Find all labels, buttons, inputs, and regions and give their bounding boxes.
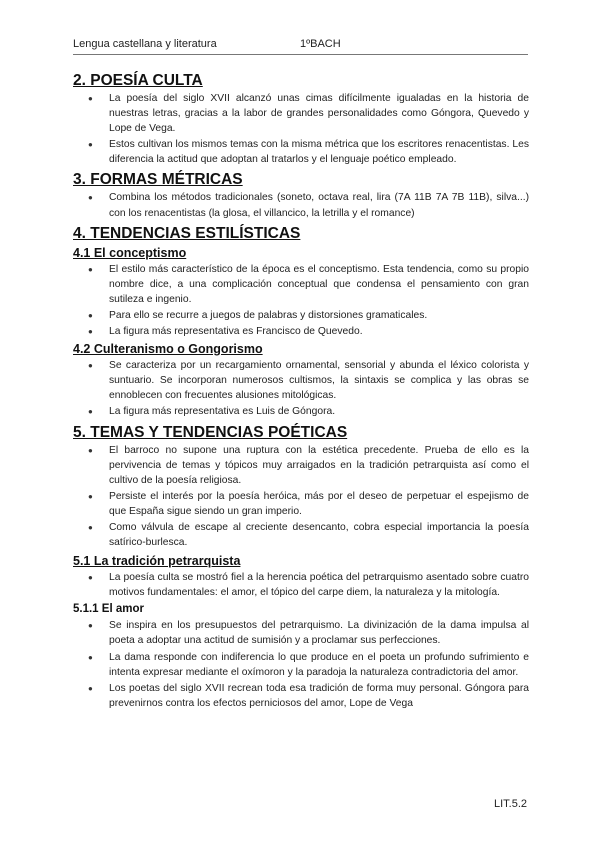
- list-item: ● Estos cultivan los mismos temas con la misma métrica que los escritores renacentistas. Les diferencia la actitud que adoptan al tratarlos y el lenguaje poético empleado.: [73, 137, 529, 167]
- list-item: ● Los poetas del siglo XVII recrean toda esa tradición de forma muy personal. Góngora para prevenirnos contra los efectos perniciosos del amor, Lope de Vega: [73, 681, 529, 711]
- list-item: ● Se caracteriza por un recargamiento ornamental, sensorial y abunda el léxico colorista y suntuario. Se incorporan numerosos cultismos, la sintaxis se complica y las obras se ennoblecen con frecuentes alusiones mitológicas.: [73, 358, 529, 403]
- list-item: ● La figura más representativa es Francisco de Quevedo.: [73, 324, 529, 339]
- section-3-list: [73, 190, 529, 220]
- subsection-5-1-1-list: [73, 618, 529, 711]
- list-item: ● La poesía culta se mostró fiel a la herencia poética del petrarquismo asentado sobre cuatro motivos fundamentales: el amor, el tópico del carpe diem, la naturaleza y la mitología.: [73, 570, 529, 600]
- list-item: ● Se inspira en los presupuestos del petrarquismo. La divinización de la dama impulsa al poeta a adoptar una actitud de sumisión y a proclamar sus perfecciones.: [73, 618, 529, 648]
- subsection-5-1-list: [73, 570, 529, 600]
- subsection-4-2-heading: 4.2 Culteranismo o Gongorismo: [73, 342, 263, 357]
- list-item: ● Combina los métodos tradicionales (soneto, octava real, lira (7A 11B 7A 7B 11B), silva...) con los renacentistas (la glosa, el villancico, la letrilla y el romance): [73, 190, 529, 220]
- page-header: [73, 34, 528, 55]
- page-number: LIT.5.2: [493, 798, 527, 810]
- section-3-heading: 3. FORMAS MÉTRICAS: [73, 171, 243, 189]
- subsection-5-1-heading: 5.1 La tradición petrarquista: [73, 554, 241, 569]
- section-4-heading: 4. TENDENCIAS ESTILÍSTICAS: [73, 224, 301, 242]
- subsection-4-1-list: [73, 262, 529, 339]
- section-5-list: [73, 443, 529, 551]
- list-item: ● El barroco no supone una ruptura con la estética precedente. Prueba de ello es la pervivencia de temas y tópicos muy arraigados en la tradición petrarquista así como el cultivo de la poesía religiosa.: [73, 443, 529, 488]
- list-item: ● La figura más representativa es Luis de Góngora.: [73, 404, 529, 419]
- section-2-list: [73, 91, 529, 167]
- list-item: ● La poesía del siglo XVII alcanzó unas cimas difícilmente igualadas en la historia de nuestras letras, gracias a la labor de grandes personalidades como Góngora, Quevedo y Lope de Vega.: [73, 91, 529, 136]
- subsection-4-2-list: [73, 358, 529, 419]
- list-item: ● El estilo más característico de la época es el conceptismo. Esta tendencia, como su propio nombre dice, a una complicación conceptual que condensa el pensamiento con gran sutileza e ingenio.: [73, 262, 529, 307]
- list-item: ● La dama responde con indiferencia lo que produce en el poeta un profundo sufrimiento e intenta expresar mediante el oxímoron y la paradoja la naturaleza contradictoria del amor.: [73, 650, 529, 680]
- subsection-5-1-1-heading: 5.1.1 El amor: [73, 603, 144, 616]
- document-body: [73, 70, 529, 712]
- header-course: 1ºBACH: [300, 38, 341, 50]
- list-item: ● Como válvula de escape al creciente desencanto, cobra especial importancia la poesía satírico-burlesca.: [73, 520, 529, 550]
- list-item: ● Persiste el interés por la poesía heróica, más por el deseo de perpetuar el espejismo de que España sigue siendo un gran imperio.: [73, 489, 529, 519]
- section-5-heading: 5. TEMAS Y TENDENCIAS POÉTICAS: [73, 423, 348, 441]
- section-2-heading: 2. POESÍA CULTA: [73, 72, 203, 89]
- header-subject: Lengua castellana y literatura: [73, 38, 217, 50]
- list-item: ● Para ello se recurre a juegos de palabras y distorsiones gramaticales.: [73, 308, 529, 323]
- subsection-4-1-heading: 4.1 El conceptismo: [73, 245, 187, 260]
